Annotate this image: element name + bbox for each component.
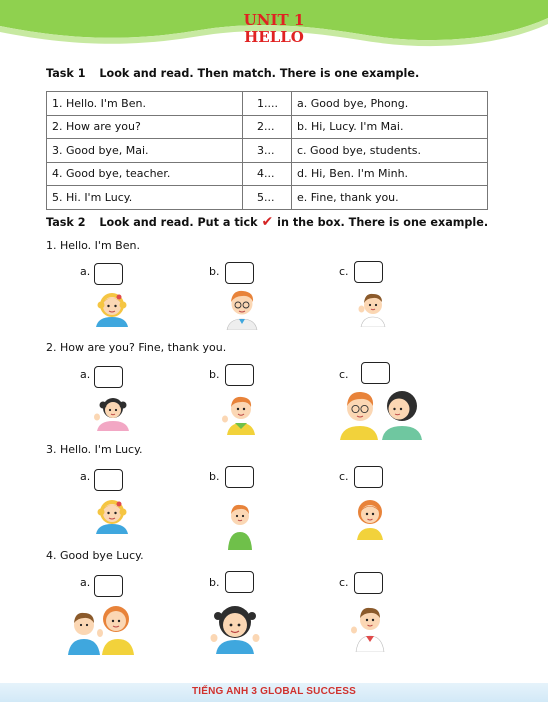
task2-number: Task 2 xyxy=(46,216,86,229)
option-label-a: a. xyxy=(80,576,91,589)
table-cell-answer-slot[interactable]: 2... xyxy=(243,115,292,139)
tick-icon: ✔ xyxy=(261,214,274,230)
footer-text: TIẾNG ANH 3 GLOBAL SUCCESS xyxy=(191,686,357,697)
table-cell-question: 5. Hi. I'm Lucy. xyxy=(47,186,243,210)
girl-orange-hair-image xyxy=(352,494,388,540)
table-cell-response: a. Good bye, Phong. xyxy=(292,92,488,116)
option-label-a: a. xyxy=(80,470,91,483)
girl-blonde-image xyxy=(92,287,132,327)
table-row xyxy=(47,115,488,139)
checkbox-q4-a[interactable] xyxy=(94,575,123,597)
option-label-c: c. xyxy=(339,576,349,589)
girl-dark-hair-image xyxy=(91,391,135,431)
question-4: 4. Good bye Lucy. xyxy=(46,549,144,562)
table-row xyxy=(47,186,488,210)
boy-waving-image xyxy=(357,287,389,327)
table-cell-response: b. Hi, Lucy. I'm Mai. xyxy=(292,115,488,139)
boy-green-shirt-image xyxy=(222,496,258,550)
table-cell-question: 2. How are you? xyxy=(47,115,243,139)
checkbox-q2-a[interactable] xyxy=(94,366,123,388)
boy-and-girl-image xyxy=(336,382,428,440)
option-label-b: b. xyxy=(209,265,220,278)
option-label-b: b. xyxy=(209,470,220,483)
checkbox-q2-c[interactable] xyxy=(361,362,390,384)
table-row xyxy=(47,139,488,163)
checkbox-q1-c[interactable] xyxy=(354,261,383,283)
checkbox-q1-a[interactable] xyxy=(94,263,123,285)
checkbox-q1-b[interactable] xyxy=(225,262,254,284)
checkbox-q4-b[interactable] xyxy=(225,571,254,593)
table-cell-question: 1. Hello. I'm Ben. xyxy=(47,92,243,116)
table-row xyxy=(47,92,488,116)
table-cell-response: c. Good bye, students. xyxy=(292,139,488,163)
task2-instruction-end: in the box. There is one example. xyxy=(277,216,489,229)
table-cell-answer-slot[interactable]: 5... xyxy=(243,186,292,210)
checkbox-q4-c[interactable] xyxy=(354,572,383,594)
unit-subtitle: HELLO xyxy=(244,28,304,46)
boy-glasses-image xyxy=(222,286,262,330)
question-1: 1. Hello. I'm Ben. xyxy=(46,239,140,252)
task1-number: Task 1 xyxy=(46,67,86,80)
checkbox-q3-a[interactable] xyxy=(94,469,123,491)
table-cell-response: e. Fine, thank you. xyxy=(292,186,488,210)
option-label-b: b. xyxy=(209,368,220,381)
task1-heading xyxy=(46,67,419,80)
table-cell-answer-slot[interactable]: 3... xyxy=(243,139,292,163)
option-label-a: a. xyxy=(80,368,91,381)
option-label-a: a. xyxy=(80,265,91,278)
girl-blonde-image xyxy=(92,494,132,534)
option-label-c: c. xyxy=(339,368,349,381)
option-label-c: c. xyxy=(339,265,349,278)
girl-dark-hair-waving-image xyxy=(208,598,262,654)
checkbox-q3-c[interactable] xyxy=(354,466,383,488)
option-label-b: b. xyxy=(209,576,220,589)
table-cell-question: 3. Good bye, Mai. xyxy=(47,139,243,163)
table-cell-answer-slot[interactable]: 1.... xyxy=(243,92,292,116)
question-3: 3. Hello. I'm Lucy. xyxy=(46,443,143,456)
matching-table xyxy=(46,91,488,210)
checkbox-q3-b[interactable] xyxy=(225,466,254,488)
checkbox-q2-b[interactable] xyxy=(225,364,254,386)
task2-heading xyxy=(46,214,488,230)
question-2: 2. How are you? Fine, thank you. xyxy=(46,341,227,354)
boy-and-girl-waving-image xyxy=(66,597,136,655)
task1-instruction: Look and read. Then match. There is one example. xyxy=(99,67,420,80)
option-label-c: c. xyxy=(339,470,349,483)
table-cell-response: d. Hi, Ben. I'm Minh. xyxy=(292,162,488,186)
table-cell-answer-slot[interactable]: 4... xyxy=(243,162,292,186)
boy-yellow-shirt-image xyxy=(220,389,262,435)
unit-title: UNIT 1 xyxy=(243,11,305,29)
table-cell-question: 4. Good bye, teacher. xyxy=(47,162,243,186)
boy-brown-hair-image xyxy=(349,596,391,652)
task2-instruction-start: Look and read. Put a tick xyxy=(99,216,258,229)
table-row xyxy=(47,162,488,186)
